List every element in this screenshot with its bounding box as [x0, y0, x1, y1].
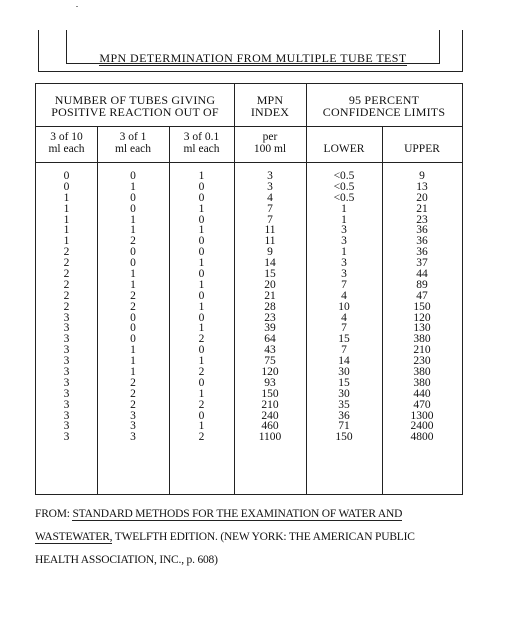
table-cell: 75: [264, 355, 276, 368]
table-cell: 9: [267, 246, 273, 259]
table-cell: 3: [341, 268, 347, 281]
table-cell: 21: [416, 202, 428, 215]
table-cell: 240: [261, 409, 279, 422]
table-cell: 36: [338, 409, 350, 422]
table-cell: 460: [261, 420, 279, 433]
table-cell: <0.5: [333, 191, 355, 204]
table-cell: 0: [198, 409, 205, 422]
column-lower: [306, 171, 382, 443]
table-cell: 2: [130, 300, 136, 313]
table-cell: 1: [63, 224, 70, 237]
table-cell: 0: [130, 311, 136, 324]
table-cell: 2: [63, 300, 70, 313]
header-mpn-index: [234, 94, 306, 118]
table-cell: 20: [416, 191, 428, 204]
caption-from: FROM:: [35, 508, 73, 520]
table-cell: 3: [63, 387, 70, 400]
table-cell: 0: [198, 180, 205, 193]
table-cell: 9: [419, 170, 425, 182]
caption-line-2: [35, 526, 495, 549]
table-cell: 36: [416, 224, 428, 237]
source-caption: [35, 503, 495, 572]
table-cell: 1100: [258, 431, 282, 444]
caption-source-title-cont: WASTEWATER,: [35, 531, 113, 543]
table-cell: 14: [338, 355, 350, 368]
table-cell: 2: [198, 366, 205, 379]
table-cell: 44: [416, 268, 428, 281]
table-cell: 15: [264, 268, 276, 281]
table-cell: 3: [130, 420, 136, 433]
table-cell: 0: [130, 322, 136, 335]
table-cell: 130: [413, 322, 431, 335]
subheader-upper: UPPER: [404, 143, 440, 155]
table-cell: 1: [198, 420, 205, 433]
header-divider: [36, 126, 462, 127]
table-cell: 2: [130, 387, 136, 400]
table-cell: 3: [63, 376, 70, 389]
table-cell: 1: [198, 224, 205, 237]
table-cell: 120: [261, 366, 279, 379]
table-cell: 64: [264, 333, 276, 346]
table-cell: 1: [130, 180, 136, 193]
table-cell: 4800: [410, 431, 434, 444]
table-cell: 71: [338, 420, 350, 433]
table-cell: 14: [264, 257, 276, 270]
table-cell: 0: [63, 180, 70, 193]
table-cell: 3: [63, 431, 70, 444]
table-cell: 1: [130, 355, 136, 368]
table-cell: 0: [130, 202, 136, 215]
table-cell: 21: [264, 289, 276, 302]
table-cell: <0.5: [333, 180, 355, 193]
table-cell: 120: [413, 311, 431, 324]
table-cell: 1: [198, 170, 205, 182]
table-cell: 1: [63, 191, 70, 204]
column-upper: [382, 171, 462, 443]
table-cell: 0: [130, 191, 136, 204]
table-cell: 1: [130, 278, 136, 291]
table-cell: 3: [341, 257, 347, 270]
table-cell: 15: [338, 333, 350, 346]
table-cell: 1: [198, 257, 205, 270]
table-cell: 1: [341, 213, 347, 226]
table-cell: 39: [264, 322, 276, 335]
table-cell: 7: [341, 344, 347, 357]
table-cell: 23: [264, 311, 276, 324]
table-cell: 3: [267, 170, 273, 182]
table-cell: 13: [416, 180, 428, 193]
table-cell: 2: [63, 257, 70, 270]
table-cell: 2: [130, 235, 136, 248]
subheader-3-of-10-line1: 3 of 10: [50, 131, 83, 143]
subheader-per-line2: 100 ml: [253, 143, 287, 155]
subheader-lower: LOWER: [323, 143, 365, 155]
table-cell: 0: [198, 268, 205, 281]
table-cell: 1: [130, 344, 136, 357]
table-cell: 0: [130, 170, 136, 182]
table-cell: 89: [416, 278, 428, 291]
table-cell: 11: [264, 235, 276, 248]
table-cell: 2: [198, 431, 205, 444]
scan-speck: [76, 6, 78, 7]
caption-edition: TWELFTH EDITION. (NEW YORK: THE AMERICAN PUBLIC: [112, 531, 415, 543]
header-tubes-line2: POSITIVE REACTION OUT OF: [51, 105, 219, 119]
table-cell: 230: [413, 355, 431, 368]
caption-source-title: STANDARD METHODS FOR THE EXAMINATION OF WATER AND: [72, 508, 403, 520]
table-cell: 1: [341, 246, 347, 259]
table-cell: 1: [63, 213, 70, 226]
subheader-3-of-1-line2: ml each: [114, 143, 152, 155]
table-cell: 1: [63, 235, 70, 248]
header-mpn-line1: MPN: [256, 93, 284, 107]
table-cell: 1: [130, 224, 136, 237]
table-cell: 3: [130, 409, 136, 422]
column-3-of-0-1: [169, 171, 234, 443]
table-cell: 0: [198, 289, 205, 302]
table-cell: 210: [261, 398, 279, 411]
table-cell: 1: [198, 387, 205, 400]
table-cell: 4: [341, 311, 347, 324]
table-cell: 0: [130, 333, 136, 346]
header-tubes-line1: NUMBER OF TUBES GIVING: [54, 93, 216, 107]
table-cell: 440: [413, 387, 431, 400]
table-cell: 47: [416, 289, 428, 302]
table-cell: 2400: [410, 420, 434, 433]
table-cell: <0.5: [333, 170, 355, 182]
table-cell: 2: [198, 398, 205, 411]
table-cell: 7: [341, 278, 347, 291]
table-cell: 3: [63, 311, 70, 324]
mpn-table: [35, 83, 463, 495]
table-cell: 1: [198, 202, 205, 215]
caption-line-3: HEALTH ASSOCIATION, INC., p. 608): [35, 554, 218, 566]
table-cell: 150: [335, 431, 353, 444]
subheader-3-of-1: [97, 131, 169, 155]
table-cell: 15: [338, 376, 350, 389]
table-cell: 3: [341, 224, 347, 237]
table-cell: 2: [63, 246, 70, 259]
table-cell: 150: [413, 300, 431, 313]
table-cell: 2: [130, 398, 136, 411]
table-cell: 28: [264, 300, 276, 313]
table-cell: 7: [267, 213, 273, 226]
table-cell: 3: [63, 355, 70, 368]
column-mpn-index: [234, 171, 306, 443]
table-cell: 2: [130, 289, 136, 302]
table-cell: 2: [198, 333, 205, 346]
page-title: [66, 51, 440, 66]
table-cell: 3: [63, 333, 70, 346]
table-cell: 1: [198, 278, 205, 291]
table-cell: 36: [416, 246, 428, 259]
table-cell: 3: [63, 366, 70, 379]
table-cell: 470: [413, 398, 431, 411]
table-cell: 35: [338, 398, 350, 411]
table-cell: 0: [198, 235, 205, 248]
table-cell: 1: [63, 202, 70, 215]
table-cell: 37: [416, 257, 428, 270]
table-cell: 3: [63, 398, 70, 411]
table-cell: 0: [198, 311, 205, 324]
table-cell: 7: [341, 322, 347, 335]
table-cell: 1: [130, 213, 136, 226]
table-cell: 3: [267, 180, 273, 193]
subheader-3-of-0-1-line2: ml each: [183, 143, 220, 155]
table-cell: 7: [267, 202, 273, 215]
column-3-of-10: [36, 171, 97, 443]
table-cell: 93: [264, 376, 276, 389]
subheader-per-line1: per: [262, 131, 278, 143]
table-cell: 0: [130, 257, 136, 270]
table-cell: 2: [130, 376, 136, 389]
table-cell: 3: [130, 431, 136, 444]
table-cell: 0: [198, 213, 205, 226]
subheader-3-of-10-line2: ml each: [48, 143, 85, 155]
table-cell: 30: [338, 366, 350, 379]
table-cell: 2: [63, 289, 70, 302]
header-confidence-limits: [306, 94, 462, 118]
table-cell: 210: [413, 344, 431, 357]
table-cell: 380: [413, 366, 431, 379]
table-cell: 3: [63, 409, 70, 422]
page-title-text: MPN DETERMINATION FROM MULTIPLE TUBE TEST: [99, 51, 407, 65]
table-cell: 3: [341, 235, 347, 248]
table-cell: 23: [416, 213, 428, 226]
header-mpn-line2: INDEX: [250, 105, 290, 119]
table-cell: 3: [63, 344, 70, 357]
header-confidence-line1: 95 PERCENT: [348, 93, 420, 107]
table-cell: 11: [264, 224, 276, 237]
table-cell: 1: [198, 355, 205, 368]
table-cell: 0: [198, 344, 205, 357]
table-cell: 1: [130, 268, 136, 281]
table-cell: 0: [63, 170, 70, 182]
table-cell: 1: [130, 366, 136, 379]
table-cell: 4: [341, 289, 347, 302]
table-cell: 30: [338, 387, 350, 400]
table-cell: 36: [416, 235, 428, 248]
table-cell: 0: [198, 191, 205, 204]
header-confidence-line2: CONFIDENCE LIMITS: [322, 105, 446, 119]
subheader-3-of-0-1-line1: 3 of 0.1: [183, 131, 220, 143]
table-cell: 1: [341, 202, 347, 215]
column-3-of-1: [97, 171, 169, 443]
table-cell: 3: [63, 420, 70, 433]
table-cell: 10: [338, 300, 350, 313]
table-cell: 150: [261, 387, 279, 400]
subheader-per-100ml: [234, 131, 306, 155]
table-cell: 380: [413, 376, 431, 389]
table-cell: 0: [130, 246, 136, 259]
table-cell: 1: [198, 300, 205, 313]
table-cell: 1300: [410, 409, 434, 422]
table-cell: 20: [264, 278, 276, 291]
table-cell: 380: [413, 333, 431, 346]
table-cell: 1: [198, 322, 205, 335]
header-tubes-positive: [36, 94, 234, 118]
subheader-divider: [36, 162, 462, 163]
table-cell: 0: [198, 246, 205, 259]
table-cell: 3: [63, 322, 70, 335]
subheader-3-of-10: [36, 131, 97, 155]
caption-line-1: [35, 503, 495, 526]
table-cell: 0: [198, 376, 205, 389]
table-cell: 4: [267, 191, 273, 204]
table-cell: 2: [63, 268, 70, 281]
subheader-3-of-0-1: [169, 131, 234, 155]
table-cell: 43: [264, 344, 276, 357]
subheader-3-of-1-line1: 3 of 1: [119, 131, 147, 143]
table-cell: 2: [63, 278, 70, 291]
